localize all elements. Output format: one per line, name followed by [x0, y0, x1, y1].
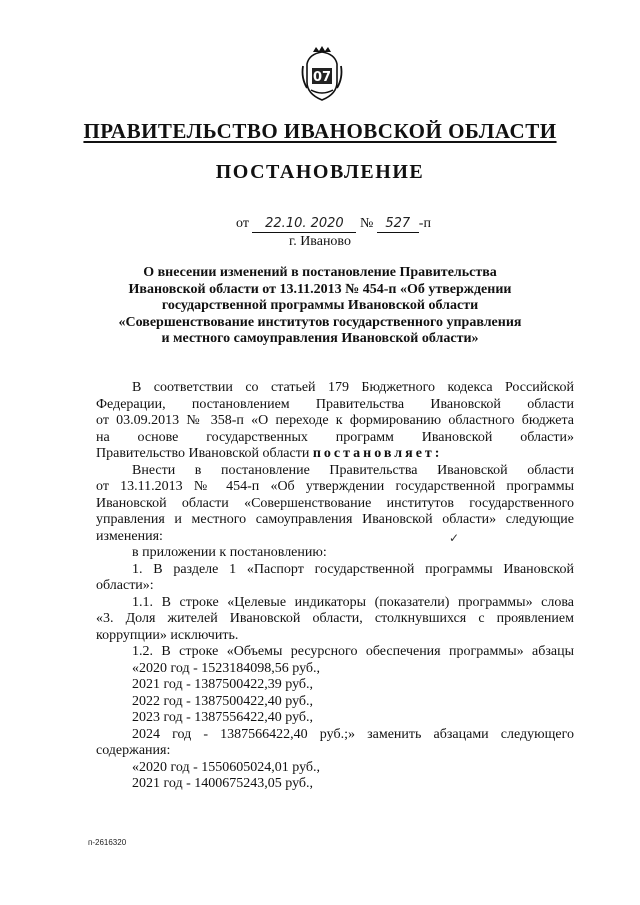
body-line: на основе государственных программ Ивановской области» [96, 429, 574, 445]
government-title: ПРАВИТЕЛЬСТВО ИВАНОВСКОЙ ОБЛАСТИ [83, 119, 557, 143]
body-line: Внести в постановление Правительства Ивановской области [132, 462, 574, 478]
body-line: в приложении к постановлению: [132, 545, 327, 560]
amount-line: 2021 год - 1387500422,39 руб., [132, 677, 314, 692]
amount-line: 2023 год - 1387556422,40 руб., [132, 710, 314, 725]
body-line: 1.2. В строке «Объемы ресурсного обеспечения программы» абзацы [132, 644, 574, 659]
document-body [96, 380, 574, 793]
heading-line: и местного самоуправления Ивановской области» [161, 331, 479, 346]
body-line: 2024 год - 1387566422,40 руб.;» заменить абзацами следующего [132, 726, 574, 742]
heading-line: О внесении изменений в постановление Правительства [143, 265, 497, 280]
pen-mark-icon: ✓ [449, 531, 460, 545]
heading-line: государственной программы Ивановской области [161, 298, 479, 313]
document-code: п-2616320 [88, 838, 127, 847]
body-line: коррупции» исключить. [96, 627, 239, 643]
body-line: Правительство Ивановской области постановляет: [96, 446, 443, 461]
handwritten-date: 22.10. 2020 [252, 216, 356, 233]
body-line: от 13.11.2013 № 454-п «Об утверждении государственной программы [96, 479, 574, 494]
date-prefix: от [236, 216, 249, 231]
body-line: В соответствии со статьей 179 Бюджетного кодекса Российской [132, 380, 574, 395]
body-line: Федерации, постановлением Правительства Ивановской области [96, 396, 574, 412]
emblem-number: 07 [312, 70, 332, 85]
amount-line: «2020 год - 1523184098,56 руб., [132, 660, 321, 676]
heading-line: Ивановской области от 13.11.2013 № 454-п «Об утверждении [128, 281, 512, 297]
body-line: содержания: [96, 743, 171, 758]
body-line: Ивановской области «Совершенствование институтов государственного [96, 495, 574, 511]
amount-line: 2021 год - 1400675243,05 руб., [132, 776, 314, 791]
city-label: г. Иваново [289, 234, 351, 249]
coat-of-arms-icon [299, 46, 345, 102]
document-heading [90, 265, 550, 348]
body-line: области»: [96, 578, 154, 593]
body-line: 1. В разделе 1 «Паспорт государственной программы Ивановской [132, 561, 574, 577]
body-line: 1.1. В строке «Целевые индикаторы (показатели) программы» слова [132, 594, 574, 610]
date-and-number-line [236, 215, 431, 233]
number-sign: № [359, 216, 374, 231]
heading-line: «Совершенствование институтов государственного управления [118, 314, 522, 330]
amount-line: 2022 год - 1387500422,40 руб., [132, 693, 314, 709]
body-line: «3. Доля жителей Ивановской области, столкнувшихся с проявлением [96, 611, 574, 626]
document-type: ПОСТАНОВЛЕНИЕ [215, 161, 425, 183]
body-line: управления и местного самоуправления Ивановской области» следующие [96, 512, 574, 527]
body-line: от 03.09.2013 № 358-п «О переходе к формированию областного бюджета [96, 413, 574, 428]
body-line: изменения: [96, 528, 163, 544]
handwritten-number: 527 [377, 216, 419, 233]
resolves-word: постановляет: [312, 446, 443, 461]
number-suffix: -п [418, 216, 431, 231]
amount-line: «2020 год - 1550605024,01 руб., [132, 759, 321, 775]
